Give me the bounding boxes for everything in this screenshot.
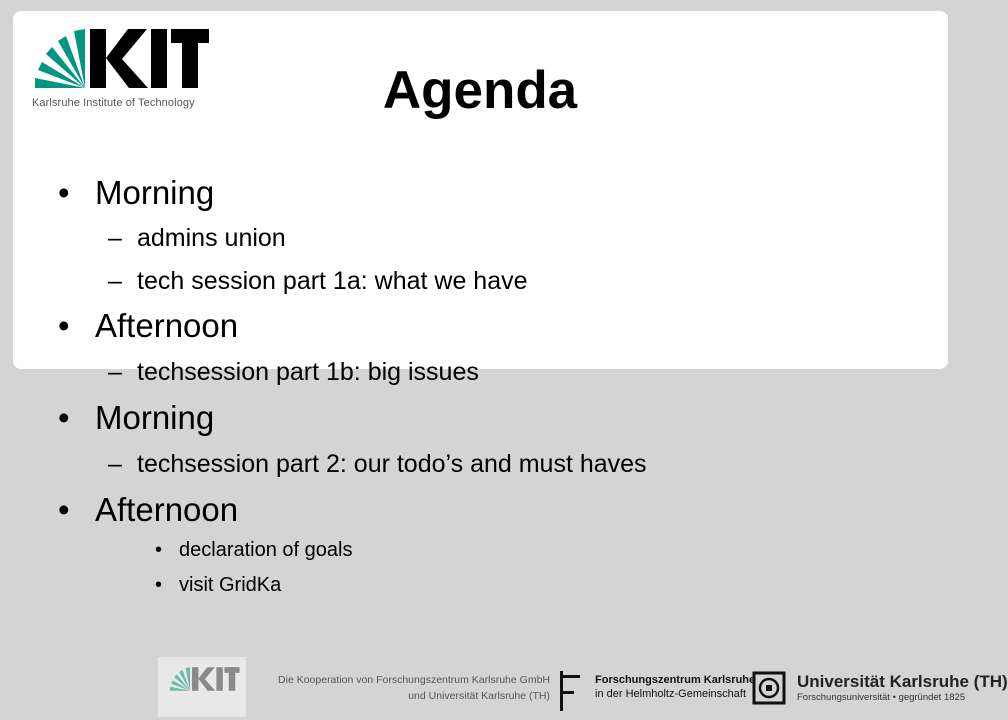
- fzk-label: Forschungszentrum Karlsruhe in der Helmholtz-Gemeinschaft: [595, 674, 756, 700]
- cooperation-note: Die Kooperation von Forschungszentrum Karlsruhe GmbH und Universität Karlsruhe (TH): [278, 674, 550, 702]
- fzk-logo-icon: [558, 669, 582, 713]
- kit-logo-subtitle: Karlsruhe Institute of Technology: [32, 97, 195, 109]
- agenda-list: • Morning – admins union – tech session part 1a: what we have • Afternoon – techsession part 1b: big issues • Morning – techsession part 2: our todo’s and must haves • Afternoon • declaration of goals • visit GridKa: [58, 174, 647, 596]
- university-label: Universität Karlsruhe (TH) Forschungsuniversität • gegründet 1825: [797, 672, 1008, 703]
- footer-kit-logo-icon: [168, 663, 240, 697]
- footer: [0, 655, 1008, 720]
- university-seal-icon: [752, 671, 786, 705]
- slide-title: Agenda: [382, 61, 578, 120]
